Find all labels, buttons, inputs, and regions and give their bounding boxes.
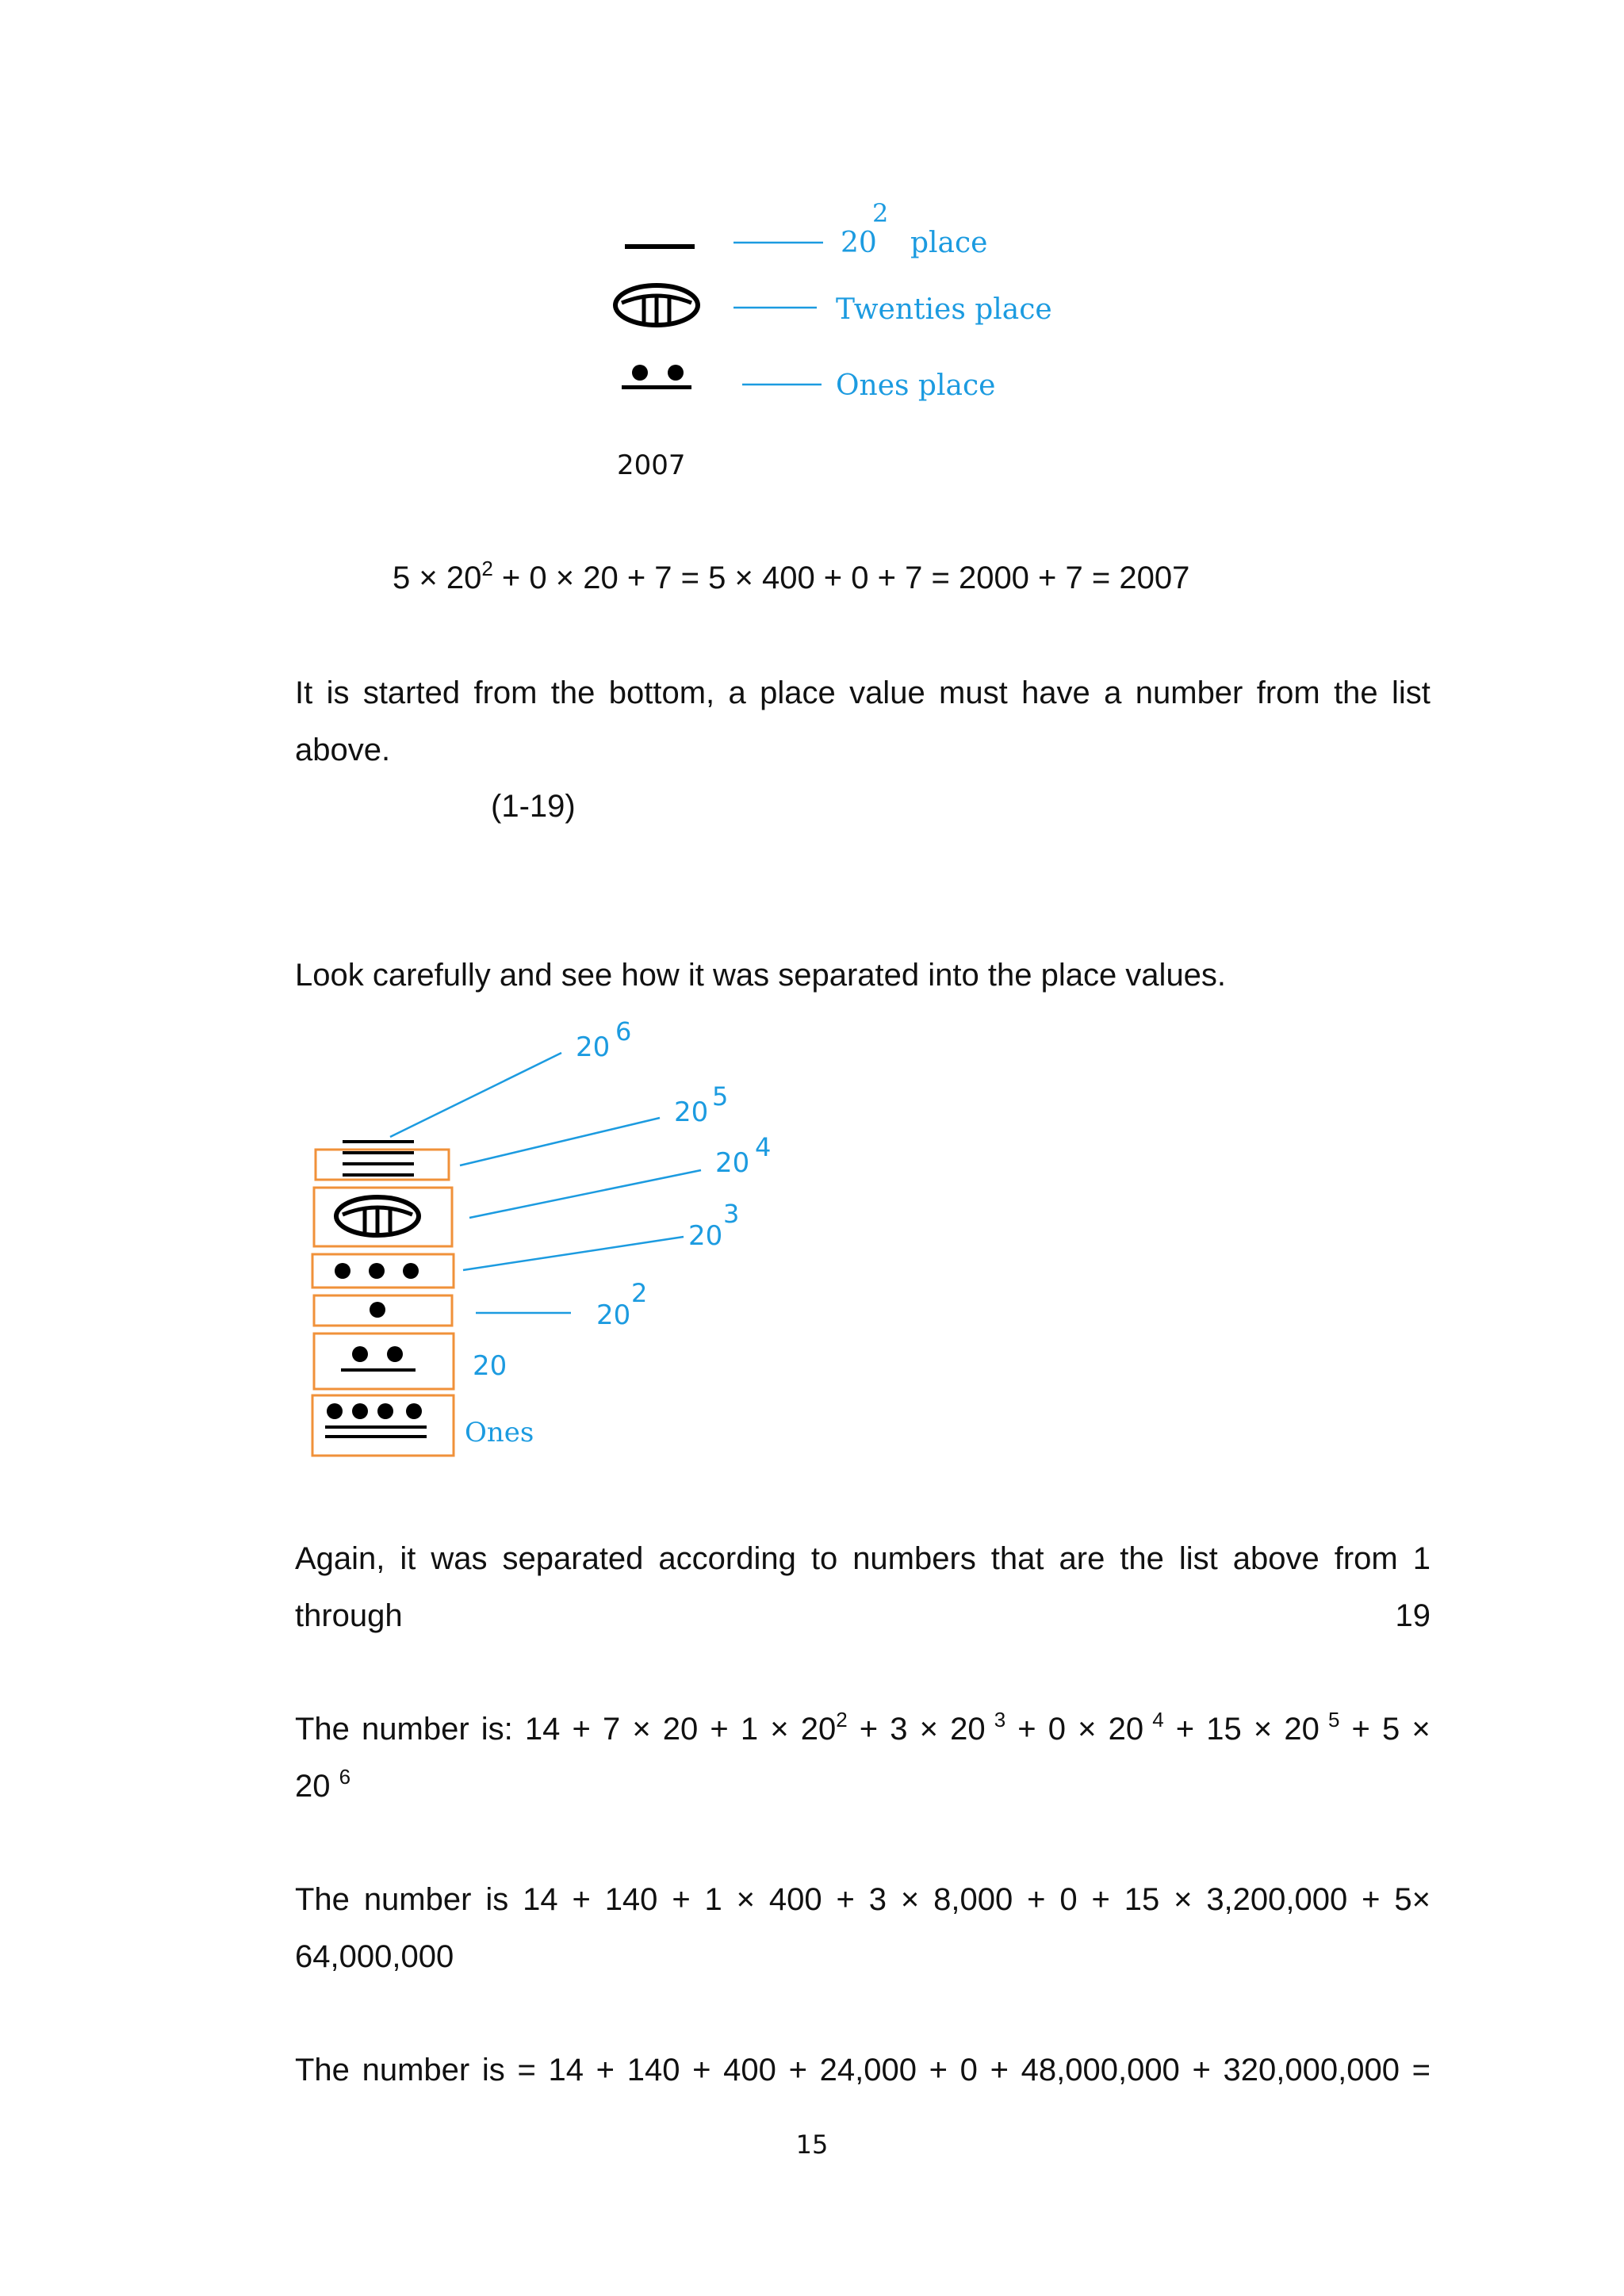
maya-dot xyxy=(406,1403,422,1419)
word: + xyxy=(1192,2053,1211,2087)
word: 3 xyxy=(890,1712,908,1747)
word: the xyxy=(550,675,596,710)
paragraph-3-line-2-left: through xyxy=(295,1598,403,1633)
label-place: place xyxy=(910,227,988,259)
word: 0 xyxy=(1059,1882,1078,1917)
maya-bar xyxy=(343,1173,414,1177)
word: a xyxy=(1104,675,1122,710)
word: 400 xyxy=(768,1882,822,1917)
maya-bar xyxy=(341,1368,416,1372)
power-term xyxy=(1284,1710,1339,1748)
word: are xyxy=(1059,1541,1105,1576)
label-20-squared-exp: 2 xyxy=(872,198,889,228)
maya-bar xyxy=(343,1140,414,1143)
maya-bar xyxy=(325,1435,427,1438)
leader-line xyxy=(469,1170,701,1218)
word: 400 xyxy=(723,2053,776,2087)
paragraph-3-line-2 xyxy=(295,1597,1431,1635)
label-20-6-exp: 6 xyxy=(615,1016,632,1047)
equation-exponent: 2 xyxy=(481,557,493,580)
word: from xyxy=(1334,1541,1398,1576)
word: 0 xyxy=(1048,1712,1066,1747)
maya-dot xyxy=(632,365,648,381)
word: 14 xyxy=(548,2053,584,2087)
maya-dot xyxy=(352,1346,368,1362)
word: bottom, xyxy=(608,675,715,710)
word: 20 xyxy=(1108,1712,1144,1747)
word: + xyxy=(572,1882,591,1917)
leader-line xyxy=(390,1053,561,1137)
word: 1 xyxy=(1412,1541,1431,1576)
word: × xyxy=(1253,1712,1273,1747)
equation-part2: + 0 × 20 + 7 = 5 × 400 + 0 + 7 = 2000 + 7 = 2007 xyxy=(492,561,1190,595)
word: must xyxy=(939,675,1008,710)
word: Again, xyxy=(295,1541,385,1576)
equation-part1: 5 × 20 xyxy=(393,561,482,595)
word: is xyxy=(326,675,350,710)
paragraph-3-line-2-right: 19 xyxy=(1395,1598,1431,1633)
word: was xyxy=(431,1541,488,1576)
exponent: 2 xyxy=(836,1708,848,1732)
word: 20 xyxy=(950,1712,986,1747)
paragraph-4-line-1 xyxy=(295,1710,1431,1748)
maya-dot xyxy=(403,1263,419,1279)
word: + xyxy=(836,1882,855,1917)
maya-bar xyxy=(625,244,695,249)
word: 140 xyxy=(626,2053,680,2087)
paragraph-6-line-1 xyxy=(295,2051,1431,2089)
paragraph-3-line-1 xyxy=(295,1540,1431,1578)
maya-dot xyxy=(668,365,684,381)
paragraph-1-line-1 xyxy=(295,674,1431,712)
exponent: 4 xyxy=(1152,1708,1164,1732)
power-term xyxy=(1109,1710,1164,1748)
maya-dot xyxy=(377,1403,393,1419)
word: it xyxy=(400,1541,416,1576)
word: from xyxy=(1256,675,1320,710)
word: separated xyxy=(502,1541,644,1576)
word: number xyxy=(362,2053,470,2087)
word: numbers xyxy=(852,1541,976,1576)
word: is xyxy=(481,2053,505,2087)
maya-dot xyxy=(387,1346,403,1362)
word: 1 xyxy=(740,1712,759,1747)
word: 14 xyxy=(524,1712,561,1747)
word: the xyxy=(1120,1541,1164,1576)
word: from xyxy=(473,675,538,710)
word: 140 xyxy=(604,1882,658,1917)
word: 20 xyxy=(295,1769,331,1804)
word: + xyxy=(1362,1882,1381,1917)
label-20-2-base: 20 xyxy=(596,1299,631,1331)
word: + xyxy=(1175,1712,1195,1747)
label-20-5-exp: 5 xyxy=(712,1081,729,1112)
word: + xyxy=(710,1712,729,1747)
word: 320,000,000 xyxy=(1223,2053,1400,2087)
label-20-3-base: 20 xyxy=(688,1220,723,1252)
word: 20 xyxy=(800,1712,837,1747)
word: according xyxy=(658,1541,796,1576)
word: list xyxy=(1392,675,1431,710)
word: The xyxy=(295,1712,350,1747)
word: + xyxy=(929,2053,948,2087)
paragraph-5-line-1 xyxy=(295,1881,1431,1919)
word: number xyxy=(1135,675,1243,710)
word: 15 xyxy=(1206,1712,1242,1747)
word: 3 xyxy=(868,1882,887,1917)
word: 1 xyxy=(704,1882,722,1917)
power-term xyxy=(950,1710,1005,1748)
word: is xyxy=(485,1882,509,1917)
word: have xyxy=(1021,675,1090,710)
word: to xyxy=(810,1541,838,1576)
word: + xyxy=(596,2053,615,2087)
maya-bar xyxy=(622,385,691,389)
word: + xyxy=(990,2053,1009,2087)
word: 8,000 xyxy=(933,1882,1013,1917)
label-twenties-place: Twenties place xyxy=(836,293,1052,326)
maya-2007-diagram xyxy=(587,190,1078,492)
word: + xyxy=(1027,1882,1046,1917)
word: number xyxy=(363,1882,472,1917)
word: 3,200,000 xyxy=(1206,1882,1348,1917)
exponent: 5 xyxy=(1327,1708,1340,1732)
maya-place-values-diagram xyxy=(301,1007,809,1467)
label-20-squared-base: 20 xyxy=(841,227,877,259)
word: × xyxy=(736,1882,756,1917)
label-20-3-exp: 3 xyxy=(723,1199,740,1229)
word: above xyxy=(1232,1541,1320,1576)
word: × xyxy=(632,1712,651,1747)
word: = xyxy=(517,2053,536,2087)
word: a xyxy=(728,675,746,710)
exponent: 3 xyxy=(994,1708,1006,1732)
maya-dot xyxy=(370,1302,385,1318)
maya-bar xyxy=(343,1151,414,1154)
label-ones: Ones xyxy=(465,1417,534,1448)
word: + xyxy=(672,1882,691,1917)
word: + xyxy=(1017,1712,1036,1747)
maya-bar xyxy=(325,1425,427,1429)
word: The xyxy=(295,1882,350,1917)
word: that xyxy=(990,1541,1044,1576)
diagram-caption: 2007 xyxy=(617,450,686,481)
word: started xyxy=(362,675,461,710)
maya-shell-icon xyxy=(336,1197,419,1235)
label-20-4-exp: 4 xyxy=(755,1132,772,1162)
word: the xyxy=(1334,675,1378,710)
word: + xyxy=(572,1712,591,1747)
label-20-6-base: 20 xyxy=(576,1031,611,1063)
maya-bar xyxy=(343,1162,414,1165)
word: × xyxy=(1411,1712,1431,1747)
paragraph-5-line-2: 64,000,000 xyxy=(295,1939,454,1974)
word: × xyxy=(919,1712,938,1747)
paragraph-4-line-2 xyxy=(295,1767,350,1805)
equation-line xyxy=(393,559,1189,597)
word: 48,000,000 xyxy=(1021,2053,1180,2087)
maya-dot xyxy=(369,1263,385,1279)
word: 20 xyxy=(1284,1712,1320,1747)
leader-line xyxy=(463,1237,684,1270)
maya-dot xyxy=(352,1403,368,1419)
word: + xyxy=(1091,1882,1110,1917)
word: 14 xyxy=(523,1882,558,1917)
paragraph-1-range: (1-19) xyxy=(491,789,576,824)
word: 0 xyxy=(959,2053,978,2087)
word: value xyxy=(849,675,925,710)
page-number: 15 xyxy=(795,2130,829,2160)
word: + xyxy=(859,1712,879,1747)
label-20-4-base: 20 xyxy=(715,1147,750,1179)
label-20-2-exp: 2 xyxy=(631,1278,648,1308)
leader-line xyxy=(460,1118,660,1165)
word: × xyxy=(1174,1882,1193,1917)
paragraph-2: Look carefully and see how it was separated into the place values. xyxy=(295,958,1227,993)
word: + xyxy=(788,2053,807,2087)
word: + xyxy=(692,2053,711,2087)
maya-shell-icon xyxy=(615,285,698,325)
power-term xyxy=(801,1710,848,1748)
exponent: 6 xyxy=(339,1765,351,1789)
label-20: 20 xyxy=(473,1350,508,1382)
label-ones-place: Ones place xyxy=(836,369,996,402)
word: 15 xyxy=(1124,1882,1160,1917)
word: It xyxy=(295,675,313,710)
word: 5× xyxy=(1394,1882,1431,1917)
word: list xyxy=(1178,1541,1218,1576)
word: = xyxy=(1411,2053,1431,2087)
word: 5 xyxy=(1382,1712,1400,1747)
word: + xyxy=(1351,1712,1370,1747)
word: × xyxy=(770,1712,789,1747)
paragraph-1-line-2: above. xyxy=(295,733,391,767)
word: × xyxy=(900,1882,920,1917)
word: is: xyxy=(481,1712,513,1747)
maya-dot xyxy=(327,1403,343,1419)
word: 7 xyxy=(602,1712,621,1747)
word: 20 xyxy=(662,1712,699,1747)
word: place xyxy=(760,675,836,710)
word: 24,000 xyxy=(819,2053,917,2087)
maya-dot xyxy=(335,1263,350,1279)
word: × xyxy=(1078,1712,1097,1747)
word: number xyxy=(362,1712,469,1747)
word: The xyxy=(295,2053,350,2087)
place-box-20 xyxy=(314,1334,454,1389)
label-20-5-base: 20 xyxy=(674,1096,709,1128)
